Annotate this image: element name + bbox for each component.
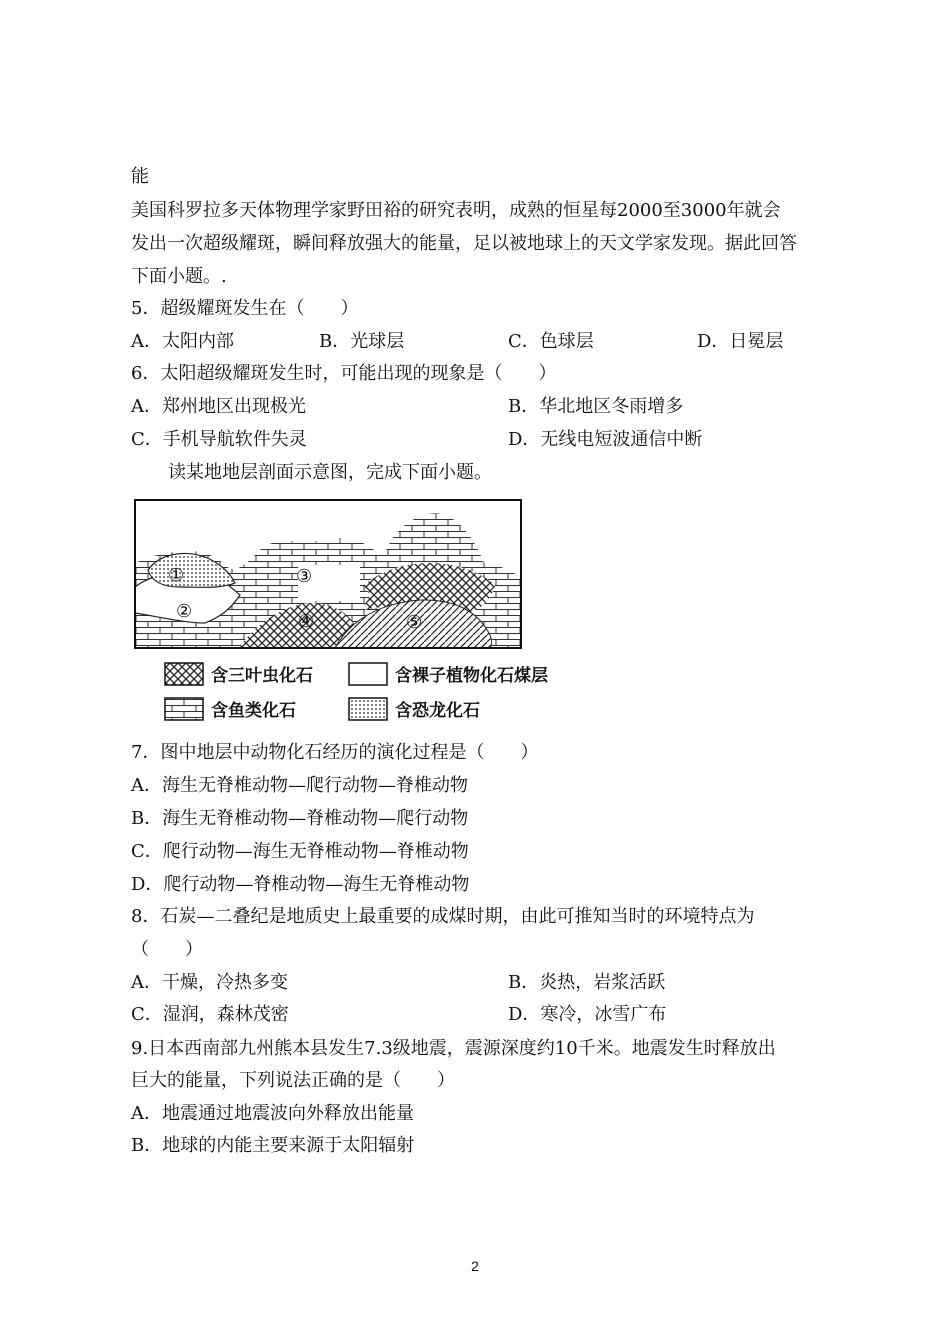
stratum-label-3: ③	[296, 566, 313, 587]
q7-option-d: D．爬行动物—脊椎动物—海生无脊椎动物	[131, 874, 470, 895]
stratum-label-1: ①	[168, 565, 185, 586]
q9-option-a: A．地震通过地震波向外释放出能量	[131, 1103, 414, 1124]
q8-stem-line-1: 8．石炭—二叠纪是地质史上最重要的成煤时期，由此可推知当时的环境特点为	[131, 906, 755, 927]
legend-swatch-trilobite	[165, 663, 203, 685]
q6-option-b: B．华北地区冬雨增多	[508, 396, 684, 417]
stratum-label-2: ②	[176, 601, 193, 622]
q7-option-c: C．爬行动物—海生无脊椎动物—脊椎动物	[131, 841, 469, 862]
q8-option-a: A．干燥，冷热多变	[131, 972, 288, 993]
legend-label-trilobite: 含三叶虫化石	[211, 666, 313, 686]
q5-option-a: A．太阳内部	[131, 331, 234, 352]
q8-stem-line-2: （ ）	[131, 939, 203, 960]
q5-option-c: C．色球层	[508, 331, 594, 352]
legend-swatch-dinosaur	[349, 698, 387, 720]
legend-label-fish: 含鱼类化石	[211, 701, 296, 721]
q6-option-d: D．无线电短波通信中断	[508, 429, 703, 450]
stratum-label-4: ④	[298, 611, 315, 632]
q6-stem: 6．太阳超级耀斑发生时，可能出现的现象是（ ）	[131, 363, 557, 384]
q9-stem-line-2: 巨大的能量，下列说法正确的是（ ）	[131, 1070, 455, 1091]
legend-label-gymnosperm: 含裸子植物化石煤层	[395, 666, 548, 686]
legend-swatch-fish	[165, 698, 203, 720]
q9-option-b: B．地球的内能主要来源于太阳辐射	[131, 1135, 415, 1156]
q8-option-c: C．湿润，森林茂密	[131, 1004, 289, 1025]
legend-label-dinosaur: 含恐龙化石	[395, 701, 480, 721]
stratum-label-5: ⑤	[406, 612, 423, 633]
intro-tail: 能	[131, 166, 149, 187]
q5-option-b: B．光球层	[319, 331, 405, 352]
passage-line-2: 发出一次超级耀斑，瞬间释放强大的能量，足以被地球上的天文学家发现。据此回答	[131, 233, 797, 254]
q6-option-a: A．郑州地区出现极光	[131, 396, 306, 417]
q7-option-a: A．海生无脊椎动物—爬行动物—脊椎动物	[131, 775, 468, 796]
q7-option-b: B．海生无脊椎动物—脊椎动物—爬行动物	[131, 808, 469, 829]
q7-stem: 7．图中地层中动物化石经历的演化过程是（ ）	[131, 742, 539, 763]
passage-line-3: 下面小题。.	[131, 266, 227, 287]
legend-swatch-gymnosperm	[349, 663, 387, 685]
page-number: 2	[471, 1258, 479, 1274]
q5-option-d: D．日冕层	[697, 331, 784, 352]
passage-line-1: 美国科罗拉多天体物理学家野田裕的研究表明，成熟的恒星每2000至3000年就会	[131, 200, 781, 221]
q5-stem: 5．超级耀斑发生在（ ）	[131, 298, 359, 319]
q8-option-d: D．寒冷，冰雪广布	[508, 1004, 667, 1025]
q6-option-c: C．手机导航软件失灵	[131, 429, 307, 450]
diagram-intro: 读某地地层剖面示意图，完成下面小题。	[168, 462, 492, 483]
q8-option-b: B．炎热，岩浆活跃	[508, 972, 666, 993]
stratum-diagram	[130, 495, 580, 730]
q9-stem-line-1: 9.日本西南部九州熊本县发生7.3级地震，震源深度约10千米。地震发生时释放出	[131, 1038, 776, 1059]
